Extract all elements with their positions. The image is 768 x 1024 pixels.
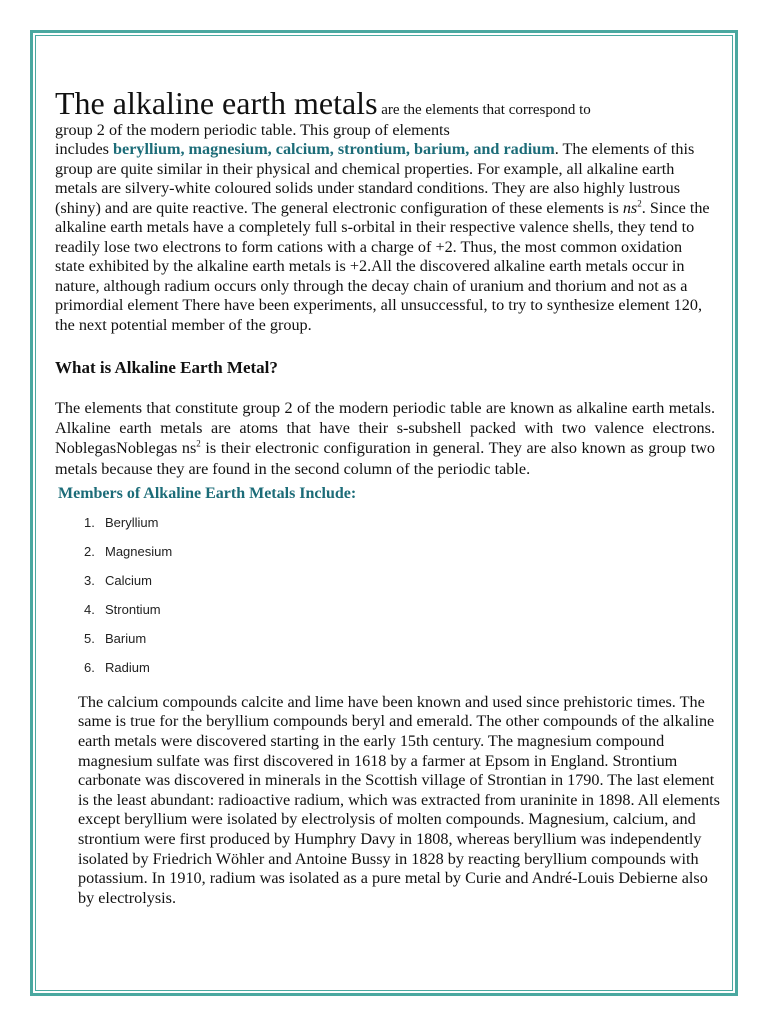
- intro-paragraph: [55, 86, 715, 335]
- list-number: 6.: [84, 659, 95, 675]
- config-ns: ns: [622, 198, 638, 217]
- definition-text-a: The elements that constitute group 2 of the modern periodic table are known as alkaline earth metals. Alkaline earth metals are atoms that have their s-subshell packed with two valence electrons. NoblegasNoblegas ns: [55, 399, 715, 458]
- list-label: Magnesium: [105, 543, 173, 559]
- list-item: [55, 659, 715, 688]
- document-body: [55, 85, 720, 908]
- members-list: [55, 514, 715, 688]
- list-number: 2.: [84, 543, 95, 559]
- list-label: Radium: [105, 659, 150, 675]
- list-item: [55, 543, 715, 572]
- list-number: 5.: [84, 630, 95, 646]
- list-label: Beryllium: [105, 514, 159, 530]
- document-title: The alkaline earth metals: [55, 85, 378, 121]
- list-number: 1.: [84, 514, 95, 530]
- intro-lead: are the elements that correspond to: [377, 102, 591, 118]
- members-heading: Members of Alkaline Earth Metals Include:: [58, 484, 357, 502]
- list-label: Calcium: [105, 572, 152, 588]
- intro-includes: includes: [55, 140, 113, 158]
- definition-paragraph: [55, 398, 715, 479]
- intro-line-2: group 2 of the modern periodic table. This group of elements: [55, 120, 450, 139]
- list-label: Barium: [105, 630, 147, 646]
- list-label: Strontium: [105, 601, 161, 617]
- intro-body-b: . Since the alkaline earth metals have a completely full s-orbital in their respective valence shells, they tend to readily lose two electrons to form cations with a charge of +2. Thus, the most common oxidation state exhibited by the alkaline earth metals is +2.All the discovered alkaline earth metals occur in nature, although radium occurs only through the decay chain of uranium and thorium and not as a primordial element There have been experiments, all unsuccessful, to try to synthesize element 120, the next potential member of the group.: [55, 198, 710, 334]
- definition-text-b: is their electronic configuration in general. They are also known as group two metals because they are found in the second column of the periodic table.: [55, 439, 715, 478]
- history-paragraph: The calcium compounds calcite and lime have been known and used since prehistoric times. The same is true for the beryllium compounds beryl and emerald. The other compounds of the alkaline earth metals were discovered starting in the early 15th century. The magnesium compound magnesium sulfate was first discovered in 1618 by a farmer at Epsom in England. Strontium carbonate was discovered in minerals in the Scottish village of Strontian in 1790. The last element is the least abundant: radioactive radium, which was extracted from uraninite in 1898. All elements except beryllium were isolated by electrolysis of molten compounds. Magnesium, calcium, and strontium were first produced by Humphry Davy in 1808, whereas beryllium was independently isolated by Friedrich Wöhler and Antoine Bussy in 1828 by reacting beryllium compounds with potassium. In 1910, radium was isolated as a pure metal by Curie and André-Louis Debierne also by electrolysis.: [78, 692, 720, 907]
- list-item: [55, 572, 715, 601]
- list-number: 4.: [84, 601, 95, 617]
- list-item: [55, 514, 715, 543]
- list-number: 3.: [84, 572, 95, 588]
- list-item: [55, 630, 715, 659]
- list-item: [55, 601, 715, 630]
- elements-highlight: beryllium, magnesium, calcium, strontium, barium, and radium: [113, 140, 555, 158]
- config-superscript: 2: [637, 198, 642, 209]
- intro-body-a: . The elements of this group are quite similar in their physical and chemical properties. For example, all alkaline earth metals are silvery-white coloured solids under standard conditions. They are also highly lustrous (shiny) and are quite reactive. The general electronic configuration of these elements is: [55, 140, 695, 217]
- definition-superscript: 2: [196, 439, 201, 450]
- section-heading: What is Alkaline Earth Metal?: [55, 358, 278, 377]
